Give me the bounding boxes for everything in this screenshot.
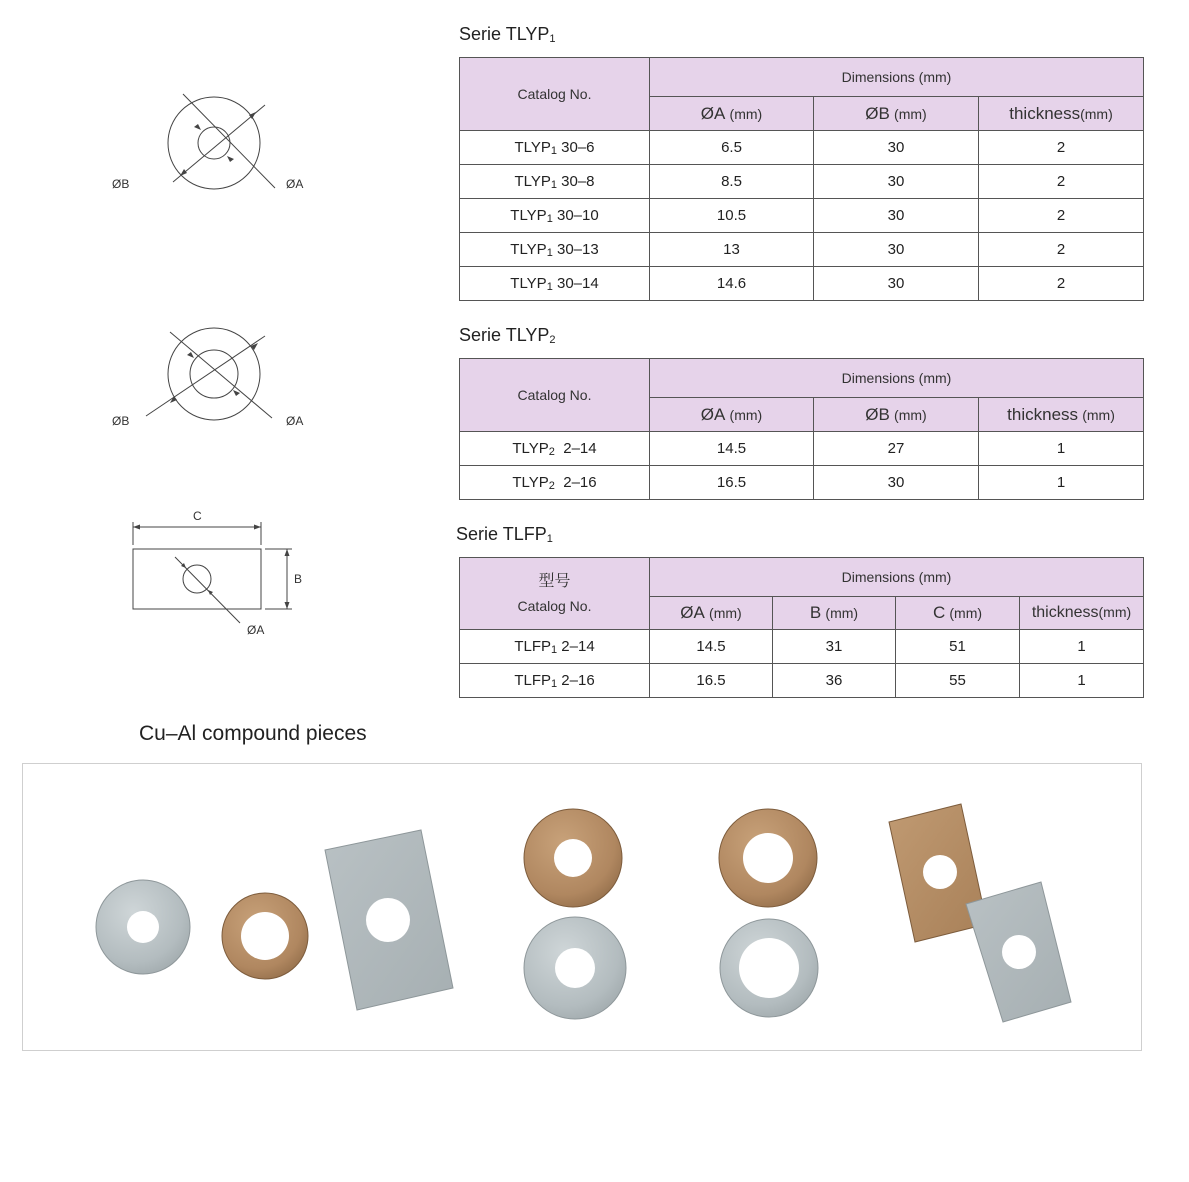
aluminum-washer <box>720 919 818 1017</box>
catalog-cell: TLYP1 30–8 <box>460 165 650 199</box>
serie-title-tlyp1: Serie TLYP1 <box>459 24 556 45</box>
col-header: ØB (mm) <box>814 97 979 131</box>
value-cell: 36 <box>773 664 896 698</box>
catalog-header: 型号 Catalog No. <box>460 558 650 630</box>
aluminum-washer <box>524 917 626 1019</box>
value-cell: 30 <box>814 267 979 301</box>
washer-diagram-2 <box>100 318 340 438</box>
label-diameter-b: ØB <box>112 414 130 428</box>
value-cell: 1 <box>979 466 1144 500</box>
table-row <box>460 466 1144 500</box>
value-cell: 14.5 <box>650 432 814 466</box>
table-row <box>460 630 1144 664</box>
copper-washer <box>719 809 817 907</box>
spec-table-tlyp1 <box>459 57 1144 301</box>
serie-title-tlyp2: Serie TLYP2 <box>459 325 556 346</box>
aluminum-washer <box>96 880 190 974</box>
value-cell: 30 <box>814 199 979 233</box>
col-header: B (mm) <box>773 597 896 630</box>
copper-washer <box>222 893 308 979</box>
catalog-cell: TLFP1 2–16 <box>460 664 650 698</box>
value-cell: 2 <box>979 267 1144 301</box>
label-diameter-b: ØB <box>112 177 130 191</box>
catalog-header-cn: 型号 <box>538 573 571 590</box>
dimensions-header: Dimensions (mm) <box>650 558 1144 597</box>
table-row <box>460 199 1144 233</box>
col-header: thickness(mm) <box>1020 597 1144 630</box>
serie-title-tlfp1: Serie TLFP1 <box>456 524 553 545</box>
table-row <box>460 165 1144 199</box>
inner-circle <box>198 127 230 159</box>
value-cell: 2 <box>979 165 1144 199</box>
table-row <box>460 131 1144 165</box>
table-row <box>460 432 1144 466</box>
value-cell: 6.5 <box>650 131 814 165</box>
value-cell: 2 <box>979 199 1144 233</box>
table-row <box>460 233 1144 267</box>
label-diameter-a: ØA <box>247 623 265 637</box>
col-header: thickness(mm) <box>979 97 1144 131</box>
col-header: ØA (mm) <box>650 398 814 432</box>
plate-diagram <box>120 505 320 645</box>
spec-table-tlfp1 <box>459 557 1144 698</box>
catalog-header: Catalog No. <box>460 58 650 131</box>
aluminum-plate <box>325 830 453 1010</box>
catalog-cell: TLFP1 2–14 <box>460 630 650 664</box>
aluminum-plate <box>966 882 1071 1022</box>
value-cell: 1 <box>1020 630 1144 664</box>
dimensions-header: Dimensions (mm) <box>650 58 1144 97</box>
washer-diagram-1 <box>100 80 340 210</box>
catalog-cell: TLYP2 2–14 <box>460 432 650 466</box>
label-diameter-a: ØA <box>286 177 304 191</box>
catalog-cell: TLYP1 30–10 <box>460 199 650 233</box>
value-cell: 10.5 <box>650 199 814 233</box>
value-cell: 55 <box>896 664 1020 698</box>
photos-caption: Cu–Al compound pieces <box>139 722 367 745</box>
product-photo <box>23 764 1141 1050</box>
table-row <box>460 664 1144 698</box>
table-row <box>460 267 1144 301</box>
copper-washer <box>524 809 622 907</box>
inner-circle <box>190 350 238 398</box>
col-header: ØA (mm) <box>650 97 814 131</box>
catalog-cell: TLYP1 30–13 <box>460 233 650 267</box>
value-cell: 1 <box>1020 664 1144 698</box>
catalog-header: Catalog No. <box>460 359 650 432</box>
value-cell: 16.5 <box>650 466 814 500</box>
value-cell: 30 <box>814 165 979 199</box>
label-c: C <box>193 509 202 523</box>
spec-table-tlyp2 <box>459 358 1144 500</box>
value-cell: 14.6 <box>650 267 814 301</box>
label-diameter-a: ØA <box>286 414 304 428</box>
value-cell: 27 <box>814 432 979 466</box>
catalog-cell: TLYP2 2–16 <box>460 466 650 500</box>
value-cell: 2 <box>979 233 1144 267</box>
value-cell: 13 <box>650 233 814 267</box>
value-cell: 30 <box>814 466 979 500</box>
value-cell: 14.5 <box>650 630 773 664</box>
catalog-cell: TLYP1 30–6 <box>460 131 650 165</box>
catalog-cell: TLYP1 30–14 <box>460 267 650 301</box>
value-cell: 2 <box>979 131 1144 165</box>
col-header: ØA (mm) <box>650 597 773 630</box>
col-header: ØB (mm) <box>814 398 979 432</box>
value-cell: 30 <box>814 233 979 267</box>
value-cell: 16.5 <box>650 664 773 698</box>
value-cell: 1 <box>979 432 1144 466</box>
value-cell: 31 <box>773 630 896 664</box>
col-header: thickness (mm) <box>979 398 1144 432</box>
dimensions-header: Dimensions (mm) <box>650 359 1144 398</box>
label-b: B <box>294 572 303 586</box>
value-cell: 51 <box>896 630 1020 664</box>
value-cell: 30 <box>814 131 979 165</box>
col-header: C (mm) <box>896 597 1020 630</box>
value-cell: 8.5 <box>650 165 814 199</box>
photo-panel <box>22 763 1142 1051</box>
